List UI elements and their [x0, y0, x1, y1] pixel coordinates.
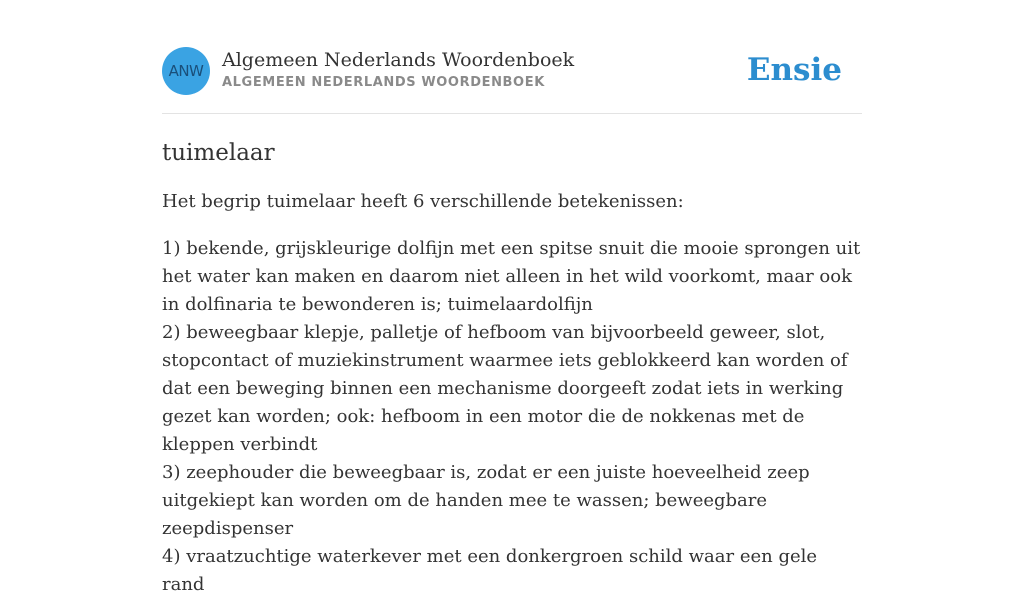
source-title[interactable]: Algemeen Nederlands Woordenboek	[222, 49, 575, 71]
source-header	[162, 46, 862, 96]
definition-item: 1) bekende, grijskleurige dolfijn met een spitse snuit die mooie sprongen uit het water kan maken en daarom niet alleen in het wild voorkomt, maar ook in dolfinaria te bewonderen is; tuimelaardolfijn	[162, 238, 861, 315]
brand-logo[interactable]: Ensie	[746, 52, 842, 88]
source-logo[interactable]	[162, 47, 210, 95]
definition-item: 3) zeephouder die beweegbaar is, zodat er een juiste hoeveelheid zeep uitgekiept kan worden om de handen mee te wassen; beweegbare zeepdispenser	[162, 462, 810, 539]
entry-intro: Het begrip tuimelaar heeft 6 verschillende betekenissen:	[162, 191, 684, 212]
definitions-list	[162, 235, 862, 599]
source-titles	[222, 48, 574, 94]
definition-item: 2) beweegbaar klepje, palletje of hefboom van bijvoorbeeld geweer, slot, stopcontact of muziekinstrument waarmee iets geblokkeerd kan worden of dat een beweging binnen een mechanisme doorgeeft zodat iets in werking gezet kan worden; ook: hefboom in een motor die de nokkenas met de kleppen verbindt	[162, 322, 848, 455]
entry-word: tuimelaar	[162, 140, 275, 166]
definition-item: 4) vraatzuchtige waterkever met een donkergroen schild waar een gele rand	[162, 546, 818, 595]
page	[162, 0, 862, 599]
header-divider	[162, 113, 862, 114]
source-subtitle: ALGEMEEN NEDERLANDS WOORDENBOEK	[222, 75, 545, 90]
source-logo-text: ANW	[168, 62, 204, 80]
